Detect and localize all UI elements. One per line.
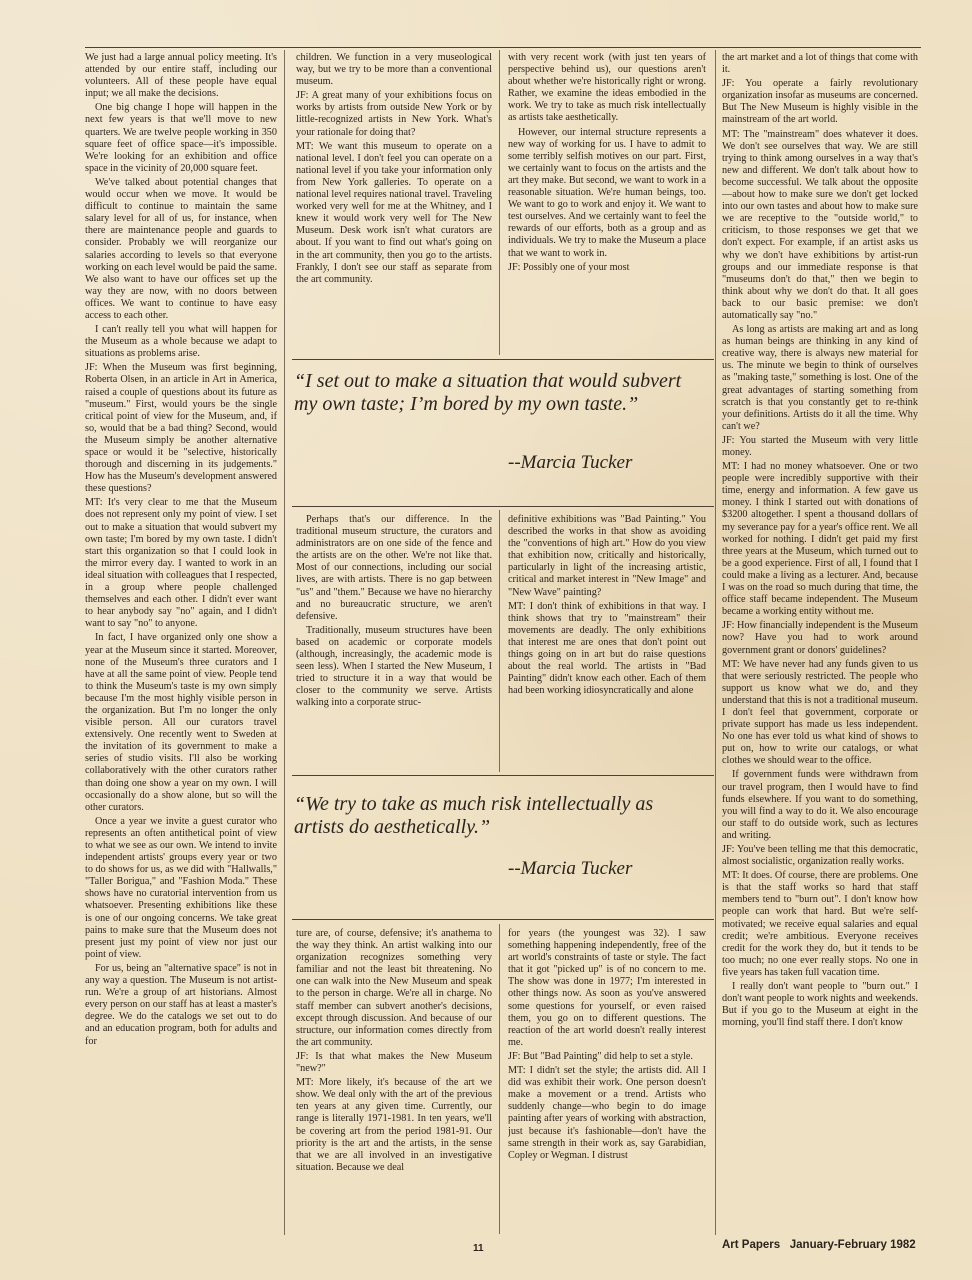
column-3-top	[508, 52, 706, 357]
column-3-middle	[508, 514, 706, 772]
column-divider-3	[715, 50, 716, 1235]
paragraph: We've talked about potential changes that would occur when we move. It would be difficult to continue to maintain the same salary level for all of us, for instance, when there are maintenance people and guards to consider. Probably we will reorganize our salaries according to levels so that everyone working on each level would be paid the same. We also want to have our offices set up the way they are now, with no doors between offices. We want to continue to have easy access to each other.	[85, 176, 277, 321]
paragraph: JF: But "Bad Painting" did help to set a style.	[508, 1050, 693, 1062]
paragraph: MT: I had no money whatsoever. One or two people were incredibly supportive with their time, energy and information. A few gave us money. I think I started out with donations of $3200 altogether. I spent a thousand dollars of my severance pay for a year's office rent. We all worked for nothing. I didn't get paid my first three years at the Museum, which turned out to be a good experience. First of all, I found that I could make a living as a lecturer. And, because I was on the road so much during that time, the office staff became independent. The Museum became a working entity without me.	[722, 461, 918, 618]
paragraph: Once a year we invite a guest curator who represents an often antithetical point of view to what we see as our own. We intend to invite independent artists' groups every year or two to do shows for us, as we did with "Hallwalls," "Taller Borigua," and "Fashion Moda." These shows have no curatorial intervention from us whatsoever. Presenting exhibitions like these is one of our ongoing concerns. We take great pains to make sure that the Museum does not present just my point of view nor just our point of view.	[85, 815, 277, 960]
publication-footer: Art Papers January-February 1982	[722, 1239, 916, 1251]
paragraph: MT: I didn't set the style; the artists did. All I did was exhibit their work. One person doesn't make a movement or a trend. Artists who suddenly change—who begin to do image painting after years of working with abstraction, just because it's fashionable—don't have the same strength in their work as, say Garabidian, Copley or Wegman. I distrust	[508, 1065, 706, 1161]
paragraph: I can't really tell you what will happen for the Museum as a whole because we adapt to situations as problems arise.	[85, 324, 277, 360]
pull-quote-1: “I set out to make a situation that would subvert my own taste; I’m bored by my own taste.”	[294, 370, 682, 415]
paragraph: JF: When the Museum was first beginning, Roberta Olsen, in an article in Art in America, raised a couple of questions about its future as "museum." First, would yours be the single critical point of view for the Museum, and, if so, would that be a bad thing? Second, would the Museum simply be another alternative space or would it be "selective, historically thorough and discerning in its judgements." How has the Museum's development answered these questions?	[85, 362, 277, 495]
paragraph: JF: You operate a fairly revolutionary organization insofar as museums are concerned. But The New Museum is highly visible in the mainstream of the art world.	[722, 78, 918, 126]
paragraph: JF: You started the Museum with very little money.	[722, 434, 918, 458]
paragraph: children. We function in a very museological way, but we try to be more than a conventional museum.	[296, 52, 492, 88]
pull-quote-2: “We try to take as much risk intellectually as artists do aesthetically.”	[294, 793, 654, 838]
pull-quote-2-attribution: --Marcia Tucker	[508, 858, 633, 879]
pull-quote-1-attribution: --Marcia Tucker	[508, 452, 633, 473]
paragraph: If government funds were withdrawn from our travel program, then I would have to find funds elsewhere. If you want to do something, you will find a way to do it. We also encourage our staff to do outside work, such as lectures and writing.	[722, 769, 918, 841]
column-divider-2	[499, 50, 500, 355]
paragraph: MT: We have never had any funds given to us that were seriously restricted. The people who support us know what we do, and they understand that this is not a traditional museum. I don't feel that government, corporate or private support has made us less independent. No one has ever told us what kind of shows to put on, how to write our catalogs, or what clothes we should wear to the office.	[722, 658, 918, 767]
pullquote-2-top-rule	[292, 775, 714, 776]
paragraph: JF: How financially independent is the Museum now? Have you had to work around government grant or donors' guidelines?	[722, 620, 918, 656]
page-number: 11	[473, 1243, 484, 1254]
paragraph: Traditionally, museum structures have been based on academic or corporate models (although, increasingly, the academic mode is seen less). When I started the New Museum, I tried to structure it in a way that would be closer to the community we serve. Artists walking into a corporate struc-	[296, 624, 492, 709]
column-2-bottom	[296, 928, 492, 1236]
paragraph: MT: I don't think of exhibitions in that way. I think shows that try to "mainstream" their movements are deadly. The only exhibitions that interest me are ones that don't point out things going on in art but do raise questions about the real world. The artists in "Bad Painting" didn't know each other. Each of them had been working idiosyncratically and alone	[508, 600, 706, 697]
column-divider-2-bot	[499, 924, 500, 1234]
paragraph: I really don't want people to "burn out." I don't want people to work nights and weekends. But if you go to the Museum at eight in the morning, you'll find staff there. I don't know	[722, 981, 918, 1029]
top-rule	[85, 47, 921, 48]
pullquote-1-bottom-rule	[292, 506, 714, 507]
paragraph: JF: Possibly one of your most	[508, 261, 630, 273]
pullquote-1-top-rule	[292, 359, 714, 360]
pullquote-2-bottom-rule	[292, 919, 714, 920]
paragraph: JF: You've been telling me that this democratic, almost socialistic, organization really works.	[722, 844, 918, 868]
paragraph: definitive exhibitions was "Bad Painting." You described the works in that show as avoiding the "conventions of high art." How do you view that exhibition now, critically and historically, particularly in light of the increasing artistic, critical and market interest in "New Image" and "New Wave" painting?	[508, 514, 706, 598]
paragraph: In fact, I have organized only one show a year at the Museum since it started. Moreover, none of the Museum's three curators and I have at all the same point of view. People tend to think the Museum's taste is my own simply because I'm the most highly visible person in the organization. But I'm no longer the only visible person. All our curators travel extensively. One recently went to Sweden at the invitation of its government to make a series of studio visits. I'll also be working collaboratively with the other curators rather than doing one show a year on my own. I will occasionally do a show alone, but so will the other curators.	[85, 632, 277, 813]
paragraph: MT: It's very clear to me that the Museum does not represent only my point of view. I set out to make a situation that would subvert my own taste; I'm bored by my own taste. I didn't start this organization so that I could look in the mirror every day. I wanted to work in an ideal situation with colleagues that I respected, in a group where people challenged themselves and each other. I didn't ever want to hear anybody say "no" again, and I didn't want to say "no" to anyone.	[85, 497, 277, 630]
paragraph: As long as artists are making art and as long as human beings are thinking in any kind of creative way, there is always new material for us. The minute we begin to think of ourselves as "making taste," something is lost. One of the great advantages of starting something from scratch is that you constantly get to re-think your definitions. Artists do it all the time. Why can't we?	[722, 324, 918, 432]
paragraph: MT: The "mainstream" does whatever it does. We don't see ourselves that way. We are still trying to think among ourselves in a way that's new and different. We don't talk about how to become successful. We talk about the opposite—about how to make sure we don't get locked into our own tastes and about how to make sure we are receptive to the "outside world," to criticism, to those responses we get that we don't expect. For example, if an artist asks us why we don't have exhibitions by artist-run groups and our immediate response is that "museums don't do that," then we begin to think about why we don't do that. It all goes back to our basic premise: we don't automatically say "no."	[722, 128, 918, 321]
column-divider-1	[284, 50, 285, 1235]
paragraph: with very recent work (with just ten years of perspective behind us), our questions aren't about whether we're historically right or wrong. Rather, we examine the ideas embodied in the work. We try to take as much risk intellectually as artists take aesthetically.	[508, 52, 706, 124]
column-divider-2-mid	[499, 510, 500, 772]
paragraph: We just had a large annual policy meeting. It's attended by our entire staff, including our volunteers. All of these people have equal input; we all make the decisions.	[85, 52, 277, 100]
paragraph: MT: We want this museum to operate on a national level. I don't feel you can operate on a national level if you take your information only from New York galleries. To operate on a national level requires national travel. Traveling worked very well for me at the Whitney, and I knew it would work very well for The New Museum. Desk work isn't what curators are about. If you want to find out what's going on in the art community, then you go to the artists. Frankly, I don't see our staff as separate from the art community.	[296, 140, 492, 285]
paragraph: JF: A great many of your exhibitions focus on works by artists from outside New York or by little-recognized artists in New York. What's your rationale for doing that?	[296, 90, 492, 138]
column-4	[722, 52, 918, 1234]
paragraph: For us, being an "alternative space" is not in any way a question. The Museum is not artist-run. We're a group of art historians. Almost every person on our staff has at least a master's degree. We do the catalogs we set out to do and an education program, both for adults and for	[85, 962, 277, 1047]
column-2-top	[296, 52, 492, 357]
paragraph: the art market and a lot of things that come with it.	[722, 52, 918, 76]
paragraph: for years (the youngest was 32). I saw something happening independently, free of the art world's constraints of taste or style. The fact that it got "picked up" is of no concern to me. The show was done in 1977; I'm interested in other things now. As soon as you've answered some questions for yourself, or even raised them, you go on to different questions. The reaction of the art world doesn't really interest me.	[508, 928, 706, 1048]
column-3-bottom	[508, 928, 706, 1236]
column-2-middle	[296, 514, 492, 772]
paragraph: ture are, of course, defensive; it's anathema to the way they think. An artist walking into our organization recognizes something very familiar and not the least bit threatening. No one can walk into the New Museum and speak to the person in charge. We're all in charge. No staff member can subvert another's decisions, except through discussion. And because of our structure, our information comes directly from the art community.	[296, 928, 492, 1048]
paragraph: One big change I hope will happen in the next few years is that we'll move to new quarters. We are twelve people working in 350 square feet of office space—it's impossible. We're looking for an exhibition and office space in the vicinity of 20,000 square feet.	[85, 102, 277, 174]
column-1	[85, 52, 277, 1240]
paragraph: JF: Is that what makes the New Museum "new?"	[296, 1050, 492, 1075]
paragraph: Perhaps that's our difference. In the traditional museum structure, the curators and administrators are on one side of the fence and the artists are on the other. We're not like that. Most of our connections, including our social lives, are with artists. There is no gap between "us" and "them." Because we have no hierarchy and no bureaucratic structure, we aren't defensive.	[296, 514, 492, 622]
paragraph: However, our internal structure represents a new way of working for us. I have to admit to some terribly selfish motives on our part. First, we certainly want to focus on the artists and the art they make. But second, we want to work in a reasonable situation. We're human beings, too. We want to go to work and enjoy it. We want to test ourselves. And we certainly want to feel the rewards of our efforts, both as a group and as individuals. We try to make the Museum a place that we want to work in.	[508, 126, 706, 259]
paragraph: MT: It does. Of course, there are problems. One is that the staff works so hard that staff members tend to "burn out". I don't know how people can work that hard. But we're self-motivated; we receive equal salaries and equal credit; we're ambitious. Everyone receives credit for the work they do, but it tends to be too much; no one ever really stops. No one in five years has taken full vacation time.	[722, 870, 918, 978]
paragraph: MT: More likely, it's because of the art we show. We deal only with the art of the previous ten years at any given time. Currently, our range is literally 1971-1981. In ten years, we'll be covering art from the period 1981-91. Our priority is the art and the artists, in the sense that we are all involved in an investigative situation. Because we deal	[296, 1077, 492, 1173]
